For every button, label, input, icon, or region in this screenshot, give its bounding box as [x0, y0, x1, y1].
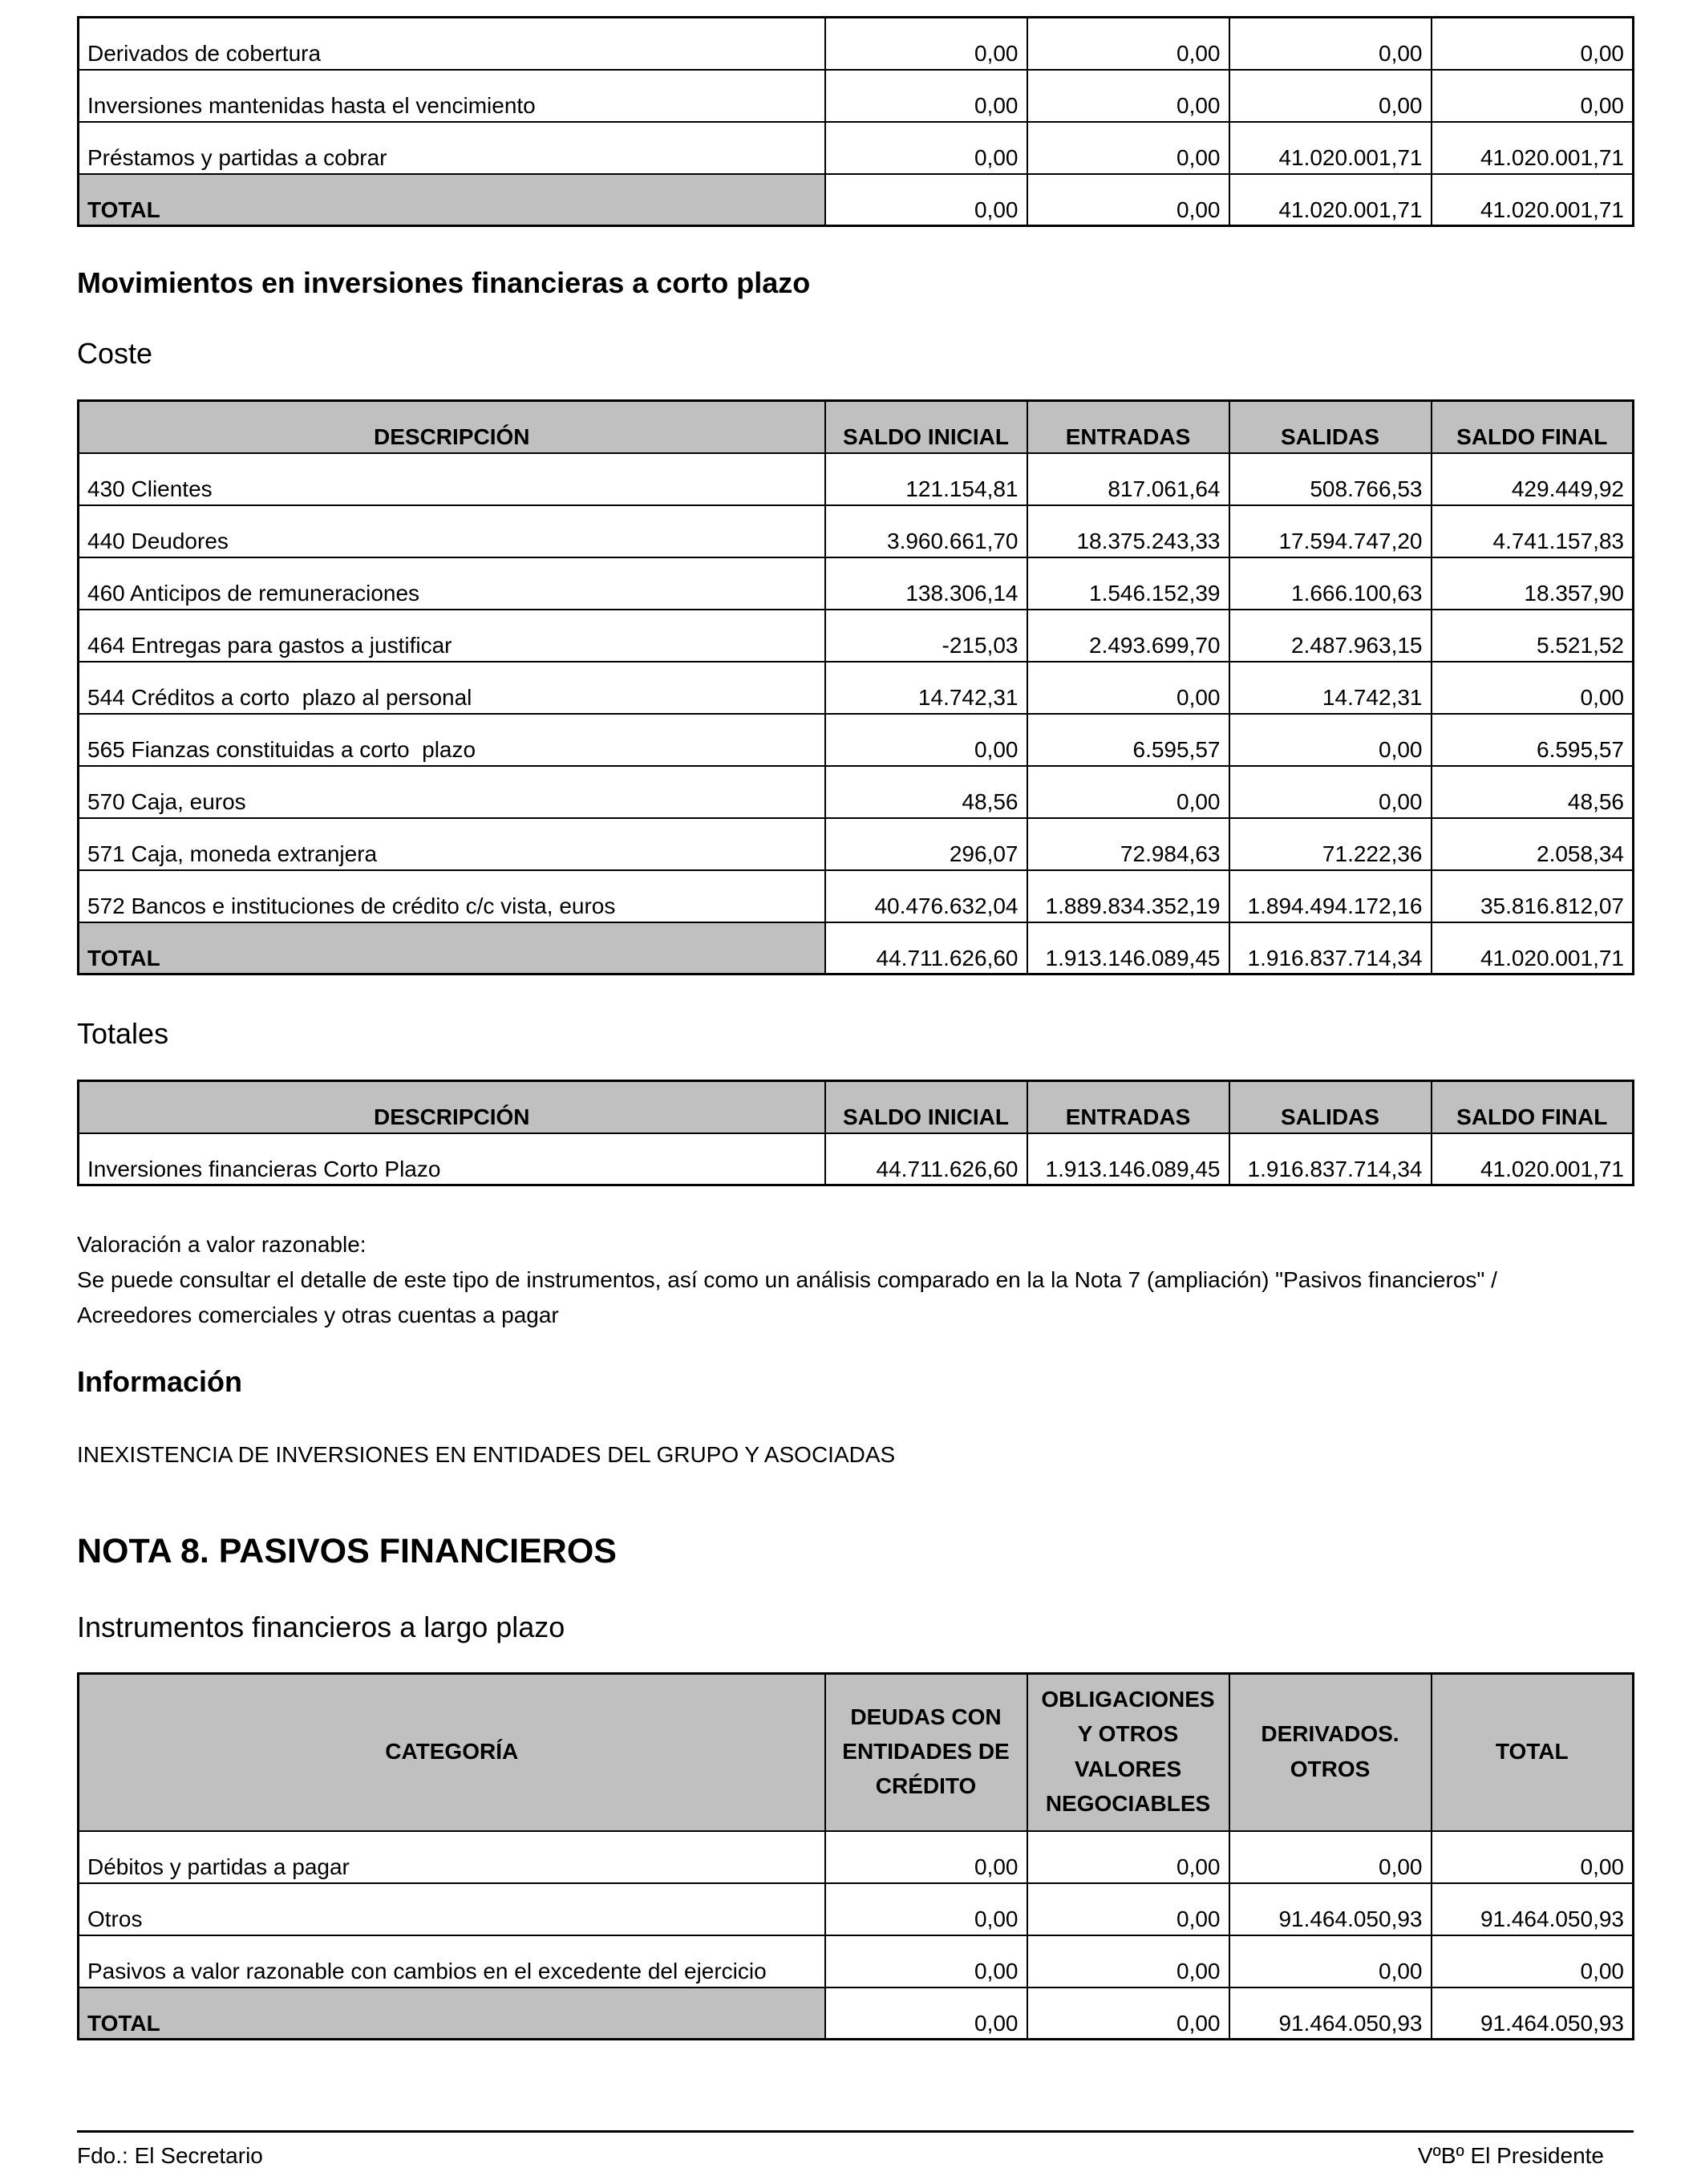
cell-value: 0,00 — [1432, 1831, 1634, 1883]
cell-value: 0,00 — [825, 70, 1027, 122]
cell-value: 0,00 — [1027, 662, 1229, 714]
cell-value: 0,00 — [1027, 122, 1229, 174]
cell-value: 0,00 — [1027, 766, 1229, 818]
row-label: 460 Anticipos de remuneraciones — [79, 557, 825, 610]
header-obligaciones — [1027, 1674, 1229, 1831]
cell-value: 0,00 — [1027, 1935, 1229, 1987]
cell-value: 0,00 — [1229, 18, 1432, 70]
table-row — [79, 714, 1634, 766]
header-total: TOTAL — [1432, 1674, 1634, 1831]
cell-value: 5.521,52 — [1432, 610, 1634, 662]
cell-value: 1.916.837.714,34 — [1229, 922, 1432, 974]
total-label: TOTAL — [79, 1987, 825, 2040]
cell-value: 6.595,57 — [1432, 714, 1634, 766]
cell-value: 2.493.699,70 — [1027, 610, 1229, 662]
informacion-text: INEXISTENCIA DE INVERSIONES EN ENTIDADES DEL GRUPO Y ASOCIADAS — [77, 1442, 896, 1467]
cell-value: 14.742,31 — [825, 662, 1027, 714]
table-row — [79, 18, 1634, 70]
cell-value: 4.741.157,83 — [1432, 505, 1634, 557]
cell-value: 41.020.001,71 — [1432, 922, 1634, 974]
table-row — [79, 818, 1634, 870]
header-line: OTROS — [1290, 1756, 1371, 1781]
row-label: Inversiones mantenidas hasta el vencimiento — [79, 70, 825, 122]
header-saldo-inicial: SALDO INICIAL — [825, 1081, 1027, 1133]
cell-value: 1.913.146.089,45 — [1027, 1133, 1229, 1185]
cell-value: 0,00 — [825, 122, 1027, 174]
row-label: 572 Bancos e instituciones de crédito c/c vista, euros — [79, 870, 825, 922]
cell-value: 121.154,81 — [825, 453, 1027, 505]
table-row — [79, 70, 1634, 122]
cell-value: 0,00 — [1027, 18, 1229, 70]
cell-value: 2.487.963,15 — [1229, 610, 1432, 662]
header-saldo-final: SALDO FINAL — [1432, 401, 1634, 453]
cell-value: 138.306,14 — [825, 557, 1027, 610]
header-saldo-final: SALDO FINAL — [1432, 1081, 1634, 1133]
header-line: DEUDAS CON — [850, 1704, 1002, 1729]
header-entradas: ENTRADAS — [1027, 401, 1229, 453]
table-row — [79, 557, 1634, 610]
row-label: 571 Caja, moneda extranjera — [79, 818, 825, 870]
table-instrumentos-categorias — [77, 16, 1634, 227]
cell-value: 1.546.152,39 — [1027, 557, 1229, 610]
cell-value: 41.020.001,71 — [1229, 122, 1432, 174]
total-row — [79, 174, 1634, 226]
cell-value: 0,00 — [825, 1987, 1027, 2040]
header-descripcion: DESCRIPCIÓN — [79, 1081, 825, 1133]
total-row — [79, 922, 1634, 974]
cell-value: 0,00 — [1229, 70, 1432, 122]
valoracion-line: Valoración a valor razonable: — [77, 1232, 367, 1257]
table-coste — [77, 399, 1634, 975]
subheading-coste: Coste — [77, 337, 153, 370]
cell-value: 91.464.050,93 — [1432, 1883, 1634, 1935]
cell-value: 41.020.001,71 — [1432, 1133, 1634, 1185]
cell-value: 17.594.747,20 — [1229, 505, 1432, 557]
cell-value: 429.449,92 — [1432, 453, 1634, 505]
table-header-row — [79, 1081, 1634, 1133]
signature-secretario: Fdo.: El Secretario — [77, 2143, 263, 2168]
cell-value: 44.711.626,60 — [825, 922, 1027, 974]
row-label: Pasivos a valor razonable con cambios en el excedente del ejercicio — [79, 1935, 825, 1987]
header-deudas-entidades-credito — [825, 1674, 1027, 1831]
signature-presidente: VºBº El Presidente — [1417, 2143, 1604, 2168]
table-row — [79, 662, 1634, 714]
cell-value: 41.020.001,71 — [1229, 174, 1432, 226]
cell-value: 0,00 — [825, 1831, 1027, 1883]
cell-value: 0,00 — [1027, 70, 1229, 122]
cell-value: 14.742,31 — [1229, 662, 1432, 714]
valoracion-paragraph — [77, 1227, 1641, 1333]
table-header-row — [79, 401, 1634, 453]
cell-value: -215,03 — [825, 610, 1027, 662]
subheading-totales: Totales — [77, 1017, 169, 1050]
cell-value: 0,00 — [825, 1935, 1027, 1987]
table-header-row — [79, 1674, 1634, 1831]
row-label: 565 Fianzas constituidas a corto plazo — [79, 714, 825, 766]
total-label: TOTAL — [79, 922, 825, 974]
header-line: OBLIGACIONES — [1041, 1686, 1215, 1712]
table-row — [79, 610, 1634, 662]
header-entradas: ENTRADAS — [1027, 1081, 1229, 1133]
row-label: Inversiones financieras Corto Plazo — [79, 1133, 825, 1185]
cell-value: 91.464.050,93 — [1432, 1987, 1634, 2040]
cell-value: 1.916.837.714,34 — [1229, 1133, 1432, 1185]
cell-value: 35.816.812,07 — [1432, 870, 1634, 922]
table-row — [79, 870, 1634, 922]
table-pasivos-financieros — [77, 1672, 1634, 2040]
header-line: DERIVADOS. — [1261, 1721, 1399, 1747]
signature-divider — [77, 2130, 1634, 2133]
header-line: NEGOCIABLES — [1045, 1791, 1211, 1817]
total-label: TOTAL — [79, 174, 825, 226]
cell-value: 817.061,64 — [1027, 453, 1229, 505]
cell-value: 1.889.834.352,19 — [1027, 870, 1229, 922]
cell-value: 508.766,53 — [1229, 453, 1432, 505]
cell-value: 0,00 — [1027, 1831, 1229, 1883]
cell-value: 0,00 — [1432, 18, 1634, 70]
row-label: Préstamos y partidas a cobrar — [79, 122, 825, 174]
cell-value: 1.894.494.172,16 — [1229, 870, 1432, 922]
table-row — [79, 1831, 1634, 1883]
cell-value: 0,00 — [825, 1883, 1027, 1935]
table-row — [79, 1935, 1634, 1987]
cell-value: 0,00 — [1229, 714, 1432, 766]
cell-value: 6.595,57 — [1027, 714, 1229, 766]
cell-value: 0,00 — [1027, 1883, 1229, 1935]
row-label: 544 Créditos a corto plazo al personal — [79, 662, 825, 714]
cell-value: 0,00 — [1229, 1831, 1432, 1883]
cell-value: 44.711.626,60 — [825, 1133, 1027, 1185]
cell-value: 0,00 — [1027, 174, 1229, 226]
table-row — [79, 122, 1634, 174]
cell-value: 18.375.243,33 — [1027, 505, 1229, 557]
total-row — [79, 1987, 1634, 2040]
cell-value: 40.476.632,04 — [825, 870, 1027, 922]
table-row — [79, 1133, 1634, 1185]
row-label: 430 Clientes — [79, 453, 825, 505]
cell-value: 48,56 — [825, 766, 1027, 818]
cell-value: 2.058,34 — [1432, 818, 1634, 870]
header-line: ENTIDADES DE — [842, 1739, 1010, 1765]
cell-value: 71.222,36 — [1229, 818, 1432, 870]
table-totales — [77, 1080, 1634, 1186]
cell-value: 41.020.001,71 — [1432, 174, 1634, 226]
header-derivados-otros — [1229, 1674, 1432, 1831]
table-row — [79, 766, 1634, 818]
cell-value: 72.984,63 — [1027, 818, 1229, 870]
header-categoria: CATEGORÍA — [79, 1674, 825, 1831]
header-descripcion: DESCRIPCIÓN — [79, 401, 825, 453]
header-salidas: SALIDAS — [1229, 401, 1432, 453]
cell-value: 48,56 — [1432, 766, 1634, 818]
cell-value: 3.960.661,70 — [825, 505, 1027, 557]
row-label: Otros — [79, 1883, 825, 1935]
cell-value: 0,00 — [1229, 766, 1432, 818]
cell-value: 41.020.001,71 — [1432, 122, 1634, 174]
cell-value: 18.357,90 — [1432, 557, 1634, 610]
table-row — [79, 453, 1634, 505]
cell-value: 1.666.100,63 — [1229, 557, 1432, 610]
row-label: 464 Entregas para gastos a justificar — [79, 610, 825, 662]
row-label: Débitos y partidas a pagar — [79, 1831, 825, 1883]
cell-value: 0,00 — [1432, 70, 1634, 122]
cell-value: 91.464.050,93 — [1229, 1987, 1432, 2040]
header-line: VALORES — [1074, 1756, 1182, 1781]
header-line: Y OTROS — [1077, 1721, 1179, 1747]
cell-value: 296,07 — [825, 818, 1027, 870]
row-label: 440 Deudores — [79, 505, 825, 557]
row-label: 570 Caja, euros — [79, 766, 825, 818]
cell-value: 0,00 — [1432, 662, 1634, 714]
table-row — [79, 1883, 1634, 1935]
cell-value: 91.464.050,93 — [1229, 1883, 1432, 1935]
header-line: CRÉDITO — [875, 1773, 977, 1799]
header-saldo-inicial: SALDO INICIAL — [825, 401, 1027, 453]
cell-value: 0,00 — [825, 174, 1027, 226]
cell-value: 0,00 — [1432, 1935, 1634, 1987]
table-row — [79, 505, 1634, 557]
cell-value: 1.913.146.089,45 — [1027, 922, 1229, 974]
row-label: Derivados de cobertura — [79, 18, 825, 70]
subheading-largo-plazo: Instrumentos financieros a largo plazo — [77, 1611, 565, 1643]
valoracion-line: Acreedores comerciales y otras cuentas a pagar — [77, 1303, 559, 1327]
section-heading-movimientos: Movimientos en inversiones financieras a corto plazo — [77, 266, 811, 299]
cell-value: 0,00 — [825, 18, 1027, 70]
nota-8-title: NOTA 8. PASIVOS FINANCIEROS — [77, 1532, 617, 1570]
cell-value: 0,00 — [1229, 1935, 1432, 1987]
cell-value: 0,00 — [1027, 1987, 1229, 2040]
cell-value: 0,00 — [825, 714, 1027, 766]
section-heading-informacion: Información — [77, 1365, 243, 1398]
valoracion-line: Se puede consultar el detalle de este tipo de instrumentos, así como un análisis comparado en la la Nota 7 (ampliación) "Pasivos financieros" / — [77, 1267, 1497, 1292]
header-salidas: SALIDAS — [1229, 1081, 1432, 1133]
